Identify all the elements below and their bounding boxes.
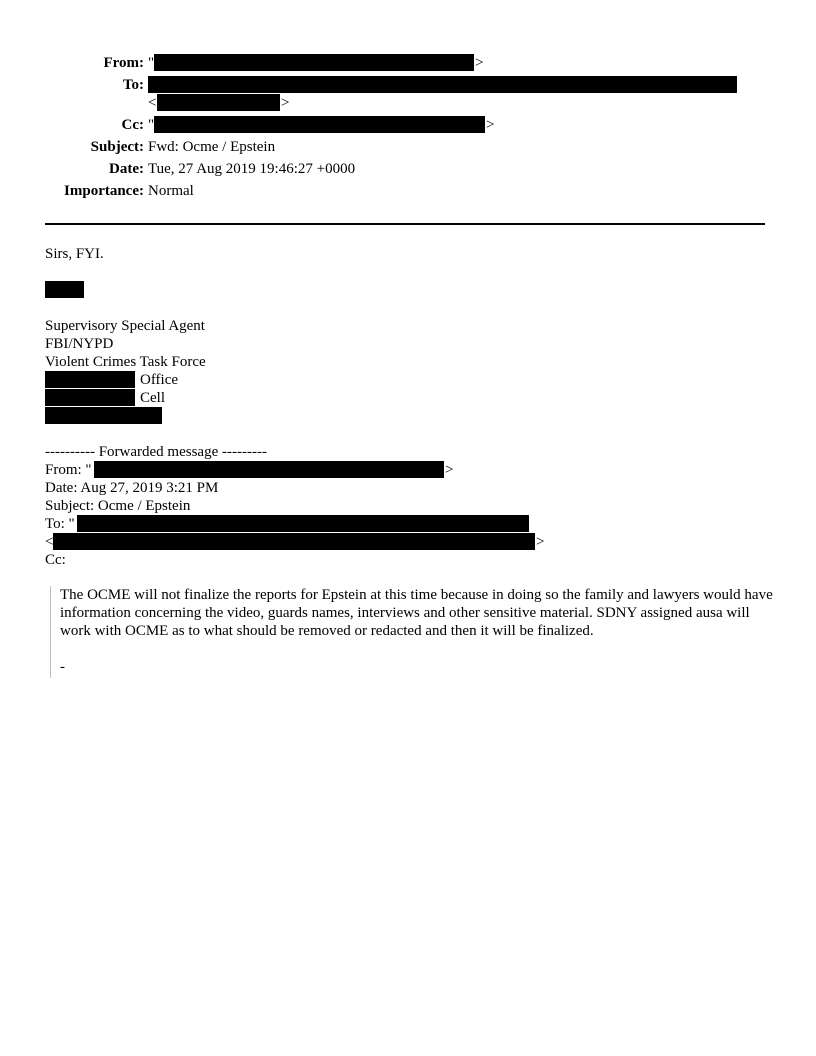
subject-value: Fwd: Ocme / Epstein (148, 139, 276, 155)
cc-suffix: > (486, 117, 495, 133)
forwarded-to-prefix: < (45, 534, 54, 550)
redaction-cc (154, 116, 485, 133)
forwarded-from-label: From: " (45, 462, 92, 478)
redaction-forwarded-to-address (53, 533, 535, 550)
importance-label: Importance: (64, 183, 144, 199)
to-cont-suffix: > (281, 95, 290, 111)
cc-prefix: " (148, 117, 155, 133)
redaction-from (154, 54, 474, 71)
forwarded-separator: ---------- Forwarded message --------- (45, 444, 267, 460)
redaction-sender-name (45, 281, 84, 298)
redaction-email (45, 407, 162, 424)
date-value: Tue, 27 Aug 2019 19:46:27 +0000 (148, 161, 356, 177)
forwarded-date: Date: Aug 27, 2019 3:21 PM (45, 480, 219, 496)
signature-office-label: Office (140, 372, 179, 388)
redaction-forwarded-to (77, 515, 529, 532)
forwarded-from-suffix: > (445, 462, 454, 478)
quoted-text: The OCME will not finalize the reports for Epstein at this time because in doing so the family and lawyers would have information concerning the video, guards names, interviews and other sensitive material. SDNY assigned ausa will work with OCME as to what should be removed or redacted and then it will be finalized. (60, 587, 773, 639)
redaction-forwarded-from (94, 461, 444, 478)
signature-task-force: Violent Crimes Task Force (45, 354, 206, 370)
to-label: To: (122, 77, 144, 93)
header-divider (45, 223, 765, 225)
subject-label: Subject: (90, 139, 144, 155)
from-suffix: > (475, 55, 484, 71)
forwarded-cc: Cc: (45, 552, 66, 568)
redaction-to (148, 76, 737, 93)
forwarded-to-label: To: " (45, 516, 75, 532)
signature-cell-label: Cell (140, 390, 165, 406)
date-label: Date: (109, 161, 144, 177)
redaction-to-address (157, 94, 280, 111)
redaction-cell-phone (45, 389, 135, 406)
redaction-office-phone (45, 371, 135, 388)
quoted-dash: - (60, 659, 65, 675)
to-cont-prefix: < (148, 95, 157, 111)
from-label: From: (103, 55, 144, 71)
quoted-message (50, 586, 775, 678)
greeting: Sirs, FYI. (45, 246, 104, 262)
forwarded-subject: Subject: Ocme / Epstein (45, 498, 191, 514)
cc-label: Cc: (121, 117, 144, 133)
from-prefix: " (148, 55, 155, 71)
signature-title: Supervisory Special Agent (45, 318, 205, 334)
signature-unit: FBI/NYPD (45, 336, 114, 352)
forwarded-to-suffix: > (536, 534, 545, 550)
importance-value: Normal (148, 183, 194, 199)
